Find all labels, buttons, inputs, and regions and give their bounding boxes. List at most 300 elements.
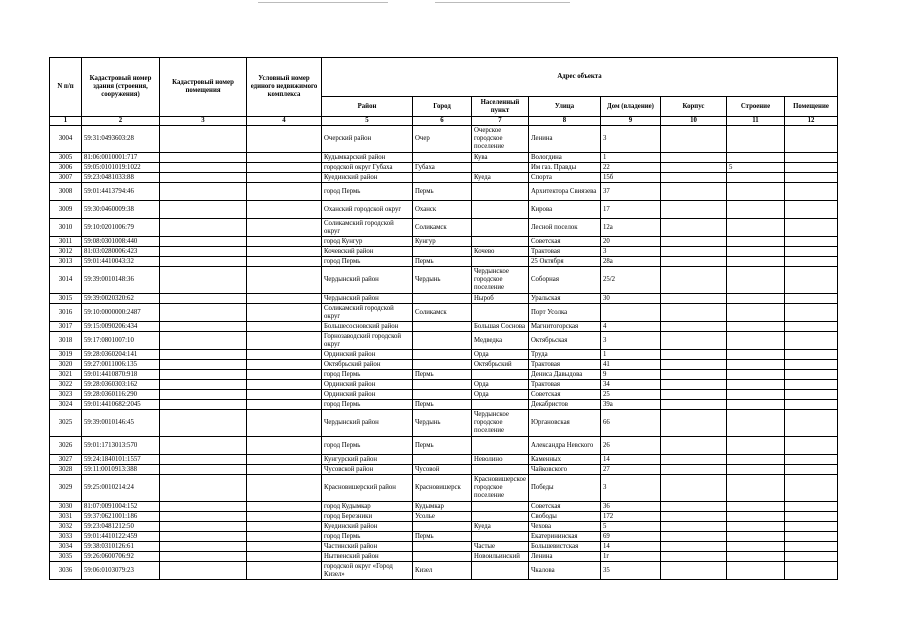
cell-korpus — [660, 360, 726, 370]
cell-cond-number — [247, 237, 322, 247]
cell-cad-room — [160, 437, 247, 455]
cell-stroenie — [726, 322, 784, 332]
cell-house: 5 — [600, 522, 660, 532]
cell-num: 3009 — [50, 201, 82, 219]
cell-room — [784, 173, 837, 183]
cell-street: Труда — [528, 350, 600, 360]
cell-korpus — [660, 173, 726, 183]
cell-street: Большевистская — [528, 542, 600, 552]
cell-cad-room — [160, 502, 247, 512]
table-row — [50, 219, 838, 237]
cell-cad-room — [160, 522, 247, 532]
cell-settlement — [472, 370, 529, 380]
table-row — [50, 183, 838, 201]
cell-stroenie — [726, 400, 784, 410]
cell-stroenie — [726, 257, 784, 267]
cell-district: Ординский район — [322, 390, 413, 400]
table-row — [50, 455, 838, 465]
cell-stroenie: 5 — [726, 163, 784, 173]
cell-room — [784, 201, 837, 219]
cell-room — [784, 532, 837, 542]
cell-district: Кочевский район — [322, 247, 413, 257]
table-row — [50, 390, 838, 400]
cell-cad-building: 59:26:0600706:92 — [82, 552, 160, 562]
cell-house: 3 — [600, 332, 660, 350]
cell-city: Пермь — [413, 257, 472, 267]
cell-stroenie — [726, 294, 784, 304]
header-num: N п/п — [50, 58, 82, 117]
cell-cad-building: 81:06:0010001:717 — [82, 153, 160, 163]
cell-cad-room — [160, 201, 247, 219]
cell-num: 3015 — [50, 294, 82, 304]
cell-cad-room — [160, 400, 247, 410]
cell-city: Чердынь — [413, 267, 472, 294]
cell-street: Трактовая — [528, 247, 600, 257]
cell-district: Чердынский район — [322, 294, 413, 304]
cell-cad-building: 59:37:0621001:186 — [82, 512, 160, 522]
cell-room — [784, 332, 837, 350]
cell-room — [784, 542, 837, 552]
cell-settlement: Орда — [472, 350, 529, 360]
cell-city: Чусовой — [413, 465, 472, 475]
cell-street: Порт Усолка — [528, 304, 600, 322]
cell-stroenie — [726, 304, 784, 322]
cell-district: городской округ Губаха — [322, 163, 413, 173]
cell-korpus — [660, 322, 726, 332]
cell-room — [784, 237, 837, 247]
cell-house: 20 — [600, 237, 660, 247]
cell-city: Пермь — [413, 183, 472, 201]
cell-stroenie — [726, 475, 784, 502]
cell-cad-building: 59:17:0801007:10 — [82, 332, 160, 350]
cell-room — [784, 360, 837, 370]
cell-cad-building: 59:08:0301008:440 — [82, 237, 160, 247]
cell-room — [784, 522, 837, 532]
cell-cond-number — [247, 562, 322, 580]
cell-house: 69 — [600, 532, 660, 542]
cell-settlement — [472, 257, 529, 267]
cell-settlement: Очерское городское поселение — [472, 126, 529, 153]
cell-street: Декабристов — [528, 400, 600, 410]
cell-stroenie — [726, 350, 784, 360]
cell-cond-number — [247, 322, 322, 332]
cell-stroenie — [726, 183, 784, 201]
cell-room — [784, 153, 837, 163]
cell-cad-room — [160, 247, 247, 257]
cell-cad-building: 59:11:0010913:388 — [82, 465, 160, 475]
cell-city: Красновишерск — [413, 475, 472, 502]
cell-city — [413, 322, 472, 332]
cell-house: 3 — [600, 475, 660, 502]
cell-house: 26 — [600, 437, 660, 455]
cell-district: Куединский район — [322, 522, 413, 532]
cell-settlement — [472, 400, 529, 410]
cell-cond-number — [247, 475, 322, 502]
cell-street: Ленина — [528, 126, 600, 153]
cell-city: Кудымкар — [413, 502, 472, 512]
table-row — [50, 380, 838, 390]
cell-street: Победы — [528, 475, 600, 502]
cell-settlement: Ныроб — [472, 294, 529, 304]
cell-city: Оханск — [413, 201, 472, 219]
cell-city — [413, 380, 472, 390]
cell-korpus — [660, 304, 726, 322]
cell-house: 41 — [600, 360, 660, 370]
cell-street: Кирова — [528, 201, 600, 219]
cell-cad-building: 59:38:0310126:61 — [82, 542, 160, 552]
cell-stroenie — [726, 201, 784, 219]
cell-settlement — [472, 437, 529, 455]
cell-settlement — [472, 163, 529, 173]
cell-house: 30 — [600, 294, 660, 304]
column-number: 4 — [247, 117, 322, 126]
cell-city: Кунгур — [413, 237, 472, 247]
cell-num: 3036 — [50, 562, 82, 580]
cell-settlement: Чердынское городское поселение — [472, 267, 529, 294]
cell-cad-room — [160, 552, 247, 562]
cell-num: 3033 — [50, 532, 82, 542]
cell-house: 9 — [600, 370, 660, 380]
cell-city — [413, 542, 472, 552]
cell-korpus — [660, 522, 726, 532]
cell-num: 3019 — [50, 350, 82, 360]
cell-street: Дениса Давыдова — [528, 370, 600, 380]
cell-cad-room — [160, 360, 247, 370]
cell-cad-building: 59:05:0101019:1022 — [82, 163, 160, 173]
cell-cad-building: 81:03:0280006:423 — [82, 247, 160, 257]
cell-settlement: Новоильинский — [472, 552, 529, 562]
table-row — [50, 322, 838, 332]
cell-room — [784, 410, 837, 437]
cell-city: Пермь — [413, 370, 472, 380]
cell-street: Свободы — [528, 512, 600, 522]
cell-room — [784, 512, 837, 522]
table-row — [50, 332, 838, 350]
cell-cad-building: 59:31:0493603:28 — [82, 126, 160, 153]
cell-cond-number — [247, 183, 322, 201]
cell-korpus — [660, 562, 726, 580]
table-row — [50, 267, 838, 294]
table-row — [50, 237, 838, 247]
cell-korpus — [660, 512, 726, 522]
cell-settlement — [472, 512, 529, 522]
cell-room — [784, 219, 837, 237]
cell-num: 3032 — [50, 522, 82, 532]
cell-room — [784, 455, 837, 465]
cell-stroenie — [726, 552, 784, 562]
cell-cad-room — [160, 237, 247, 247]
column-number: 10 — [660, 117, 726, 126]
cell-num: 3029 — [50, 475, 82, 502]
cell-cond-number — [247, 294, 322, 304]
cell-cad-room — [160, 475, 247, 502]
cell-room — [784, 562, 837, 580]
cell-room — [784, 552, 837, 562]
cell-settlement — [472, 465, 529, 475]
cell-num: 3013 — [50, 257, 82, 267]
table-row — [50, 522, 838, 532]
cell-cad-room — [160, 126, 247, 153]
cell-district: город Пермь — [322, 370, 413, 380]
cell-cad-room — [160, 455, 247, 465]
cell-city — [413, 332, 472, 350]
cell-district: Соликамский городской округ — [322, 304, 413, 322]
table-row — [50, 163, 838, 173]
cell-stroenie — [726, 173, 784, 183]
column-number: 3 — [160, 117, 247, 126]
cell-cad-building: 59:06:0103079:23 — [82, 562, 160, 580]
cell-district: город Кунгур — [322, 237, 413, 247]
column-number: 8 — [528, 117, 600, 126]
cell-cad-building: 59:01:4410043:32 — [82, 257, 160, 267]
cell-cad-building: 59:27:0011006:135 — [82, 360, 160, 370]
cell-korpus — [660, 465, 726, 475]
cell-district: Большесосновский район — [322, 322, 413, 332]
cell-room — [784, 322, 837, 332]
cell-city: Пермь — [413, 400, 472, 410]
cell-stroenie — [726, 512, 784, 522]
cell-room — [784, 370, 837, 380]
cell-street: Уральская — [528, 294, 600, 304]
cell-district: Кудымкарский район — [322, 153, 413, 163]
cell-korpus — [660, 350, 726, 360]
cell-cond-number — [247, 552, 322, 562]
cell-cad-building: 59:28:0360303:162 — [82, 380, 160, 390]
cell-num: 3010 — [50, 219, 82, 237]
cell-district: Чердынский район — [322, 267, 413, 294]
cell-korpus — [660, 267, 726, 294]
cell-cad-building: 59:23:0481212:50 — [82, 522, 160, 532]
table-row — [50, 360, 838, 370]
cell-house: 22 — [600, 163, 660, 173]
cell-city: Чердынь — [413, 410, 472, 437]
cell-cad-room — [160, 257, 247, 267]
cell-cad-room — [160, 532, 247, 542]
registry-table — [49, 57, 838, 580]
cell-cad-room — [160, 380, 247, 390]
table-row — [50, 173, 838, 183]
cell-district: Куединский район — [322, 173, 413, 183]
cell-num: 3026 — [50, 437, 82, 455]
cell-settlement: Чердынское городское поселение — [472, 410, 529, 437]
cell-house: 25 — [600, 390, 660, 400]
cell-city — [413, 360, 472, 370]
column-number: 11 — [726, 117, 784, 126]
cell-house: 37 — [600, 183, 660, 201]
cell-street: Октябрьская — [528, 332, 600, 350]
cell-cond-number — [247, 542, 322, 552]
cell-district: Соликамский городской округ — [322, 219, 413, 237]
cell-cond-number — [247, 360, 322, 370]
cell-district: Красновишерский район — [322, 475, 413, 502]
cell-korpus — [660, 437, 726, 455]
cell-settlement: Кочево — [472, 247, 529, 257]
cell-cond-number — [247, 126, 322, 153]
cell-city — [413, 294, 472, 304]
cell-stroenie — [726, 502, 784, 512]
cell-street: Чехова — [528, 522, 600, 532]
cell-cad-room — [160, 322, 247, 332]
cell-cad-building: 59:30:0460009:38 — [82, 201, 160, 219]
header-stroenie: Строение — [726, 97, 784, 117]
cell-district: город Пермь — [322, 532, 413, 542]
cell-room — [784, 380, 837, 390]
cell-city: Губаха — [413, 163, 472, 173]
cell-street: Чкалова — [528, 562, 600, 580]
cell-settlement — [472, 183, 529, 201]
cell-cond-number — [247, 163, 322, 173]
cell-korpus — [660, 502, 726, 512]
table-row — [50, 400, 838, 410]
cell-cad-room — [160, 173, 247, 183]
cell-house: 66 — [600, 410, 660, 437]
cell-korpus — [660, 257, 726, 267]
cell-cad-building: 59:10:0201006:79 — [82, 219, 160, 237]
cell-house — [600, 304, 660, 322]
table-row — [50, 370, 838, 380]
cell-cond-number — [247, 219, 322, 237]
cell-street: Александра Невского — [528, 437, 600, 455]
cell-cond-number — [247, 247, 322, 257]
cell-house: 1 — [600, 153, 660, 163]
table-row — [50, 465, 838, 475]
cell-num: 3025 — [50, 410, 82, 437]
cell-house: 36 — [600, 502, 660, 512]
header-district: Район — [322, 97, 413, 117]
cell-cad-building: 59:01:4413794:46 — [82, 183, 160, 201]
cell-korpus — [660, 400, 726, 410]
table-body — [50, 126, 838, 580]
cell-settlement: Орда — [472, 390, 529, 400]
cell-korpus — [660, 163, 726, 173]
cell-settlement: Куеда — [472, 522, 529, 532]
cell-street: Трактовая — [528, 380, 600, 390]
cell-room — [784, 437, 837, 455]
cell-cad-room — [160, 304, 247, 322]
cell-city: Усолье — [413, 512, 472, 522]
cell-street: Спорта — [528, 173, 600, 183]
cell-num: 3035 — [50, 552, 82, 562]
cell-street: Трактовая — [528, 360, 600, 370]
cell-cad-building: 59:01:1713013:570 — [82, 437, 160, 455]
cell-korpus — [660, 390, 726, 400]
cell-settlement: Большая Соснова — [472, 322, 529, 332]
cell-cad-room — [160, 153, 247, 163]
cell-cad-room — [160, 294, 247, 304]
column-number: 2 — [82, 117, 160, 126]
cell-cad-room — [160, 332, 247, 350]
table-row — [50, 153, 838, 163]
cell-city: Пермь — [413, 437, 472, 455]
cell-settlement — [472, 304, 529, 322]
cell-district: город Березники — [322, 512, 413, 522]
cell-stroenie — [726, 522, 784, 532]
cell-stroenie — [726, 455, 784, 465]
cell-num: 3011 — [50, 237, 82, 247]
cell-house: 28а — [600, 257, 660, 267]
cell-stroenie — [726, 153, 784, 163]
cell-stroenie — [726, 370, 784, 380]
cell-stroenie — [726, 562, 784, 580]
cell-cad-room — [160, 512, 247, 522]
cell-house: 39а — [600, 400, 660, 410]
cell-num: 3006 — [50, 163, 82, 173]
cell-city: Кизел — [413, 562, 472, 580]
cell-cad-building: 59:39:0020320:62 — [82, 294, 160, 304]
cell-room — [784, 257, 837, 267]
table-row — [50, 257, 838, 267]
cell-room — [784, 294, 837, 304]
cell-house: 14 — [600, 455, 660, 465]
cell-room — [784, 465, 837, 475]
cell-cad-building: 59:28:0360116:290 — [82, 390, 160, 400]
cell-street: Екатерининская — [528, 532, 600, 542]
cell-cad-room — [160, 350, 247, 360]
cell-num: 3007 — [50, 173, 82, 183]
cell-house: 1г — [600, 552, 660, 562]
cell-city — [413, 173, 472, 183]
table-row — [50, 294, 838, 304]
header-room: Помещение — [784, 97, 837, 117]
cell-street: Каменных — [528, 455, 600, 465]
cell-cond-number — [247, 400, 322, 410]
cell-stroenie — [726, 219, 784, 237]
cell-settlement — [472, 201, 529, 219]
cell-cad-building: 59:10:0000000:2487 — [82, 304, 160, 322]
cell-cad-building: 59:39:0010146:45 — [82, 410, 160, 437]
cell-cad-building: 81:07:0091004:152 — [82, 502, 160, 512]
cell-num: 3021 — [50, 370, 82, 380]
cell-cad-building: 59:01:4410682:2045 — [82, 400, 160, 410]
cell-stroenie — [726, 126, 784, 153]
table-row — [50, 512, 838, 522]
cell-street: Советская — [528, 390, 600, 400]
cell-district: город Пермь — [322, 257, 413, 267]
cell-district: город Пермь — [322, 183, 413, 201]
cell-cond-number — [247, 153, 322, 163]
table-row — [50, 201, 838, 219]
cell-cad-building: 59:28:0360204:141 — [82, 350, 160, 360]
cell-korpus — [660, 183, 726, 201]
cell-stroenie — [726, 437, 784, 455]
cell-korpus — [660, 237, 726, 247]
cell-cond-number — [247, 465, 322, 475]
cell-settlement: Куеда — [472, 173, 529, 183]
cell-cad-room — [160, 390, 247, 400]
cell-cad-room — [160, 219, 247, 237]
table-row — [50, 562, 838, 580]
cell-settlement — [472, 562, 529, 580]
cell-num: 3023 — [50, 390, 82, 400]
cell-korpus — [660, 455, 726, 465]
cell-street: Им газ. Правды — [528, 163, 600, 173]
table-row — [50, 410, 838, 437]
header-row — [50, 58, 838, 97]
cell-num: 3031 — [50, 512, 82, 522]
cell-district: Кунгурский район — [322, 455, 413, 465]
cell-num: 3012 — [50, 247, 82, 257]
column-number: 12 — [784, 117, 837, 126]
cell-cond-number — [247, 173, 322, 183]
cell-house: 4 — [600, 322, 660, 332]
cell-num: 3018 — [50, 332, 82, 350]
cell-district: Ординский район — [322, 350, 413, 360]
cell-stroenie — [726, 267, 784, 294]
cell-room — [784, 163, 837, 173]
cell-korpus — [660, 294, 726, 304]
cell-cad-building: 59:01:4410122:459 — [82, 532, 160, 542]
header-cond-number: Условный номер единого недвижимого комплекса — [247, 58, 322, 117]
